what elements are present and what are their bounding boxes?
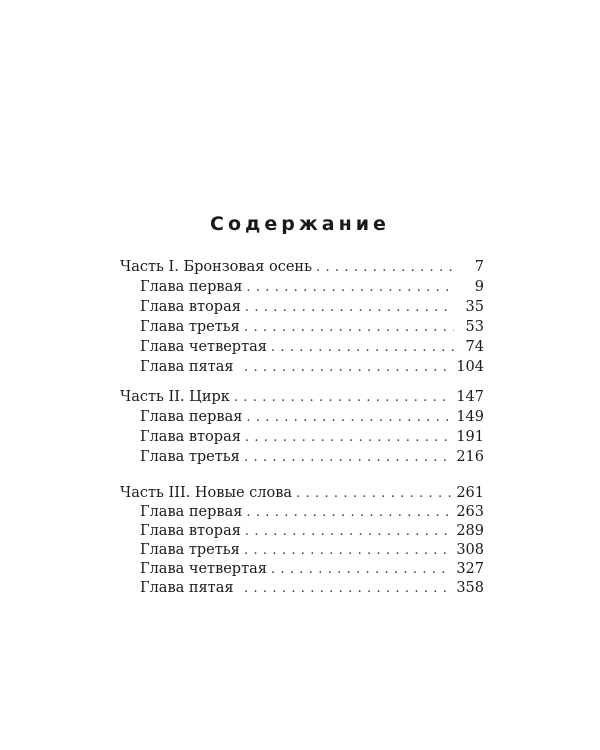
toc-part-title: Часть I. Бронзовая осень (120, 259, 312, 275)
dot-leader (271, 338, 454, 358)
toc-page-number: 216 (456, 449, 484, 465)
toc-chapter-entry[interactable] (140, 559, 484, 579)
toc-page-number: 53 (465, 319, 484, 335)
toc-chapter-entry[interactable] (140, 447, 484, 467)
dot-leader (245, 298, 454, 318)
toc-page-number: 147 (456, 389, 484, 405)
toc-page-number: 74 (465, 339, 484, 355)
dot-leader (244, 448, 452, 468)
page-title: Содержание (210, 213, 390, 235)
toc-page-number: 261 (456, 485, 484, 501)
dot-leader (244, 358, 452, 378)
toc-chapter-title: Глава четвертая (140, 561, 267, 577)
toc-page-number: 9 (474, 279, 484, 295)
dot-leader (245, 522, 452, 542)
toc-chapter-entry[interactable] (140, 357, 484, 377)
toc-chapter-title: Глава третья (140, 449, 240, 465)
toc-chapter-title: Глава пятая (140, 359, 234, 375)
dot-leader (246, 278, 454, 298)
dot-leader (245, 428, 452, 448)
dot-leader (316, 258, 454, 278)
toc-page-number: 7 (474, 259, 484, 275)
toc-chapter-title: Глава четвертая (140, 339, 267, 355)
toc-part-entry[interactable] (120, 387, 484, 407)
toc-chapter-title: Глава вторая (140, 523, 241, 539)
toc-chapter-entry[interactable] (140, 337, 484, 357)
toc-chapter-title: Глава третья (140, 542, 240, 558)
toc-part-title: Часть II. Цирк (120, 389, 230, 405)
dot-leader (244, 579, 452, 599)
toc-page-number: 308 (456, 542, 484, 558)
toc-chapter-entry[interactable] (140, 277, 484, 297)
toc-chapter-title: Глава вторая (140, 429, 241, 445)
toc-page-number: 358 (456, 580, 484, 596)
toc-chapter-title: Глава третья (140, 319, 240, 335)
dot-leader (244, 318, 454, 338)
toc-page-number: 104 (456, 359, 484, 375)
toc-chapter-title: Глава пятая (140, 580, 234, 596)
toc-part-entry[interactable] (120, 483, 484, 503)
toc-page-number: 191 (456, 429, 484, 445)
toc-chapter-entry[interactable] (140, 540, 484, 560)
toc-page-number: 289 (456, 523, 484, 539)
toc-chapter-title: Глава вторая (140, 299, 241, 315)
toc-chapter-entry[interactable] (140, 407, 484, 427)
toc-page-number: 263 (456, 504, 484, 520)
toc-page-number: 35 (465, 299, 484, 315)
dot-leader (234, 388, 452, 408)
toc-chapter-entry[interactable] (140, 578, 484, 598)
toc-page-number: 327 (456, 561, 484, 577)
dot-leader (246, 503, 452, 523)
dot-leader (296, 484, 452, 504)
dot-leader (271, 560, 452, 580)
dot-leader (244, 541, 452, 561)
toc-chapter-entry[interactable] (140, 297, 484, 317)
toc-part-title: Часть III. Новые слова (120, 485, 293, 501)
toc-part-entry[interactable] (120, 257, 484, 277)
toc-chapter-entry[interactable] (140, 521, 484, 541)
toc-chapter-title: Глава первая (140, 504, 243, 520)
toc-chapter-entry[interactable] (140, 502, 484, 522)
toc-chapter-title: Глава первая (140, 279, 243, 295)
toc-chapter-entry[interactable] (140, 317, 484, 337)
dot-leader (246, 408, 452, 428)
toc-chapter-entry[interactable] (140, 427, 484, 447)
toc-page-number: 149 (456, 409, 484, 425)
toc-chapter-title: Глава первая (140, 409, 243, 425)
